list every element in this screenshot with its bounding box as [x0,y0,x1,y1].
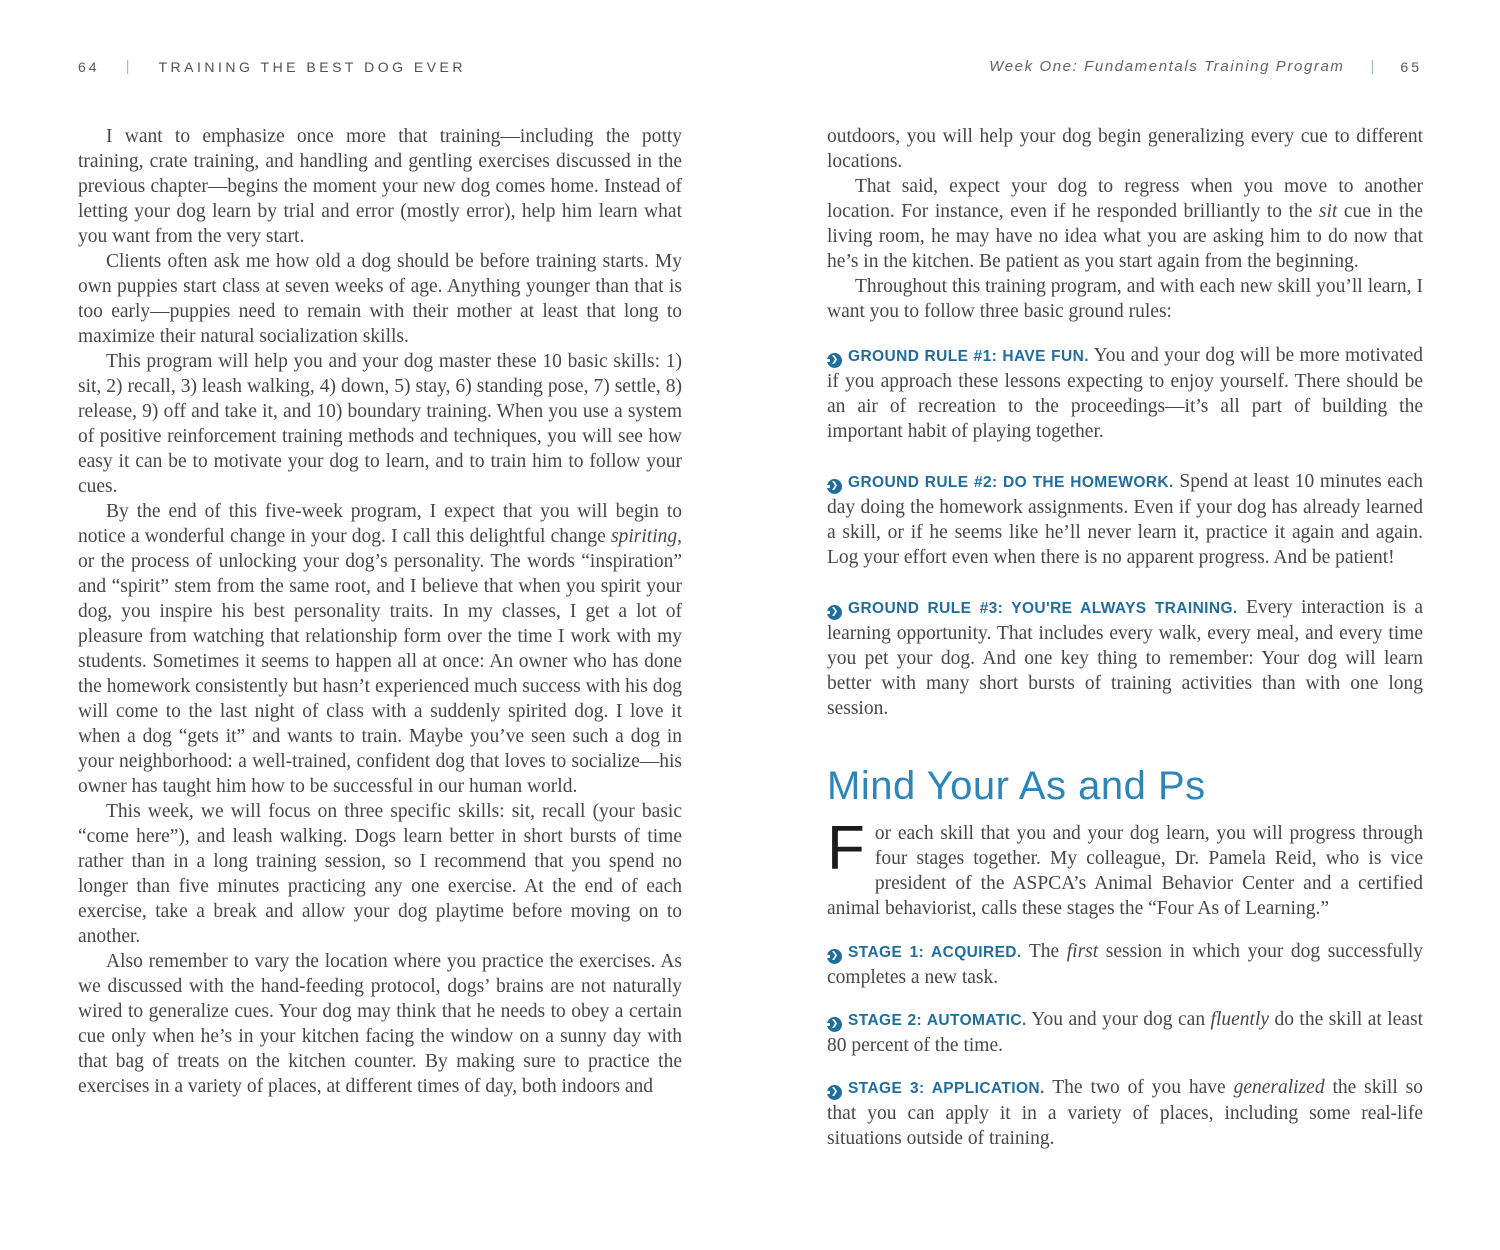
stage-text: The two of you have generalized the skill so that you can apply it in a variety of places, including some real-life situations outside of training. [827,1077,1423,1149]
section-heading: Mind Your As and Ps [827,764,1206,808]
right-page-column [827,124,1423,1168]
stage-label: STAGE 1: ACQUIRED. [848,944,1022,961]
ground-rule-text: You and your dog will be more motivated if you approach these lessons expecting to enjoy yourself. There should be an air of recreation to the proceedings—it’s all part of building the important habit of playing together. [827,345,1423,442]
ground-rule-item [827,343,1423,444]
arrow-bullet-icon: ❯ [827,949,842,964]
stage-item [827,939,1423,990]
stage-label: STAGE 2: AUTOMATIC. [848,1012,1027,1029]
ground-rule-label: GROUND RULE #1: HAVE FUN. [848,348,1089,365]
paragraph: That said, expect your dog to regress when you move to another location. For instance, even if he responded brilliantly to the sit cue in the living room, he may have no idea what you are asking him to do now that he’s in the kitchen. Be patient as you start again from the beginning. [827,176,1423,272]
page-number-left: 64 [78,58,100,75]
arrow-bullet-icon: ❯ [827,605,842,620]
paragraph: This program will help you and your dog master these 10 basic skills: 1) sit, 2) recall, 3) leash walking, 4) down, 5) stay, 6) standing pose, 7) settle, 8) release, 9) off and take it, and 10) boundary training. When you use a system of positive reinforcement training methods and techniques, you will see how easy it can be to motivate your dog to learn, and to train him to follow your cues. [78,351,682,497]
paragraph: Throughout this training program, and with each new skill you’ll learn, I want you to follow three basic ground rules: [827,276,1423,322]
chapter-title: Week One: Fundamentals Training Program [989,58,1345,75]
paragraph: Also remember to vary the location where you practice the exercises. As we discussed with the hand-feeding protocol, dogs’ brains are not naturally wired to generalize cues. Your dog may think that he needs to obey a certain cue only when he’s in your kitchen facing the window on a sunny day with that bag of treats on the kitchen counter. By making sure to practice the exercises in a variety of places, at different times of day, both indoors and [78,951,682,1097]
arrow-bullet-icon: ❯ [827,353,842,368]
ground-rules-list [827,343,1423,721]
stage-label: STAGE 3: APPLICATION. [848,1080,1045,1097]
running-head-right [989,58,1422,75]
stage-text: The first session in which your dog successfully completes a new task. [827,941,1424,988]
section-intro-paragraph [827,814,1423,921]
paragraph: outdoors, you will help your dog begin generalizing every cue to different locations. [827,126,1423,172]
ground-rule-text: Every interaction is a learning opportunity. That includes every walk, every meal, and every time you pet your dog. And one key thing to remember: Your dog will learn better with many short bursts of training activities than with one long session. [827,597,1424,719]
arrow-bullet-icon: ❯ [827,1017,842,1032]
header-divider: | [125,58,133,75]
header-divider: | [1370,58,1375,75]
drop-cap: F [827,814,865,883]
page-number-right: 65 [1400,58,1422,75]
stage-text: You and your dog can fluently do the skill at least 80 percent of the time. [827,1009,1423,1056]
stage-item [827,1075,1423,1151]
paragraph: This week, we will focus on three specific skills: sit, recall (your basic “come here”), and leash walking. Dogs learn better in short bursts of time rather than in a long training session, so I recommend that you spend no longer than five minutes practicing any one exercise. At the end of each exercise, take a break and allow your dog playtime before moving on to another. [78,801,682,947]
ground-rule-label: GROUND RULE #2: DO THE HOMEWORK. [848,474,1174,491]
arrow-bullet-icon: ❯ [827,479,842,494]
section-intro-text: or each skill that you and your dog learn, you will progress through four stages together. My colleague, Dr. Pamela Reid, who is vice president of the ASPCA’s Animal Behavior Center and a certified animal behaviorist, calls these stages the “Four As of Learning.” [827,823,1423,919]
paragraph: Clients often ask me how old a dog should be before training starts. My own puppies start class at seven weeks of age. Anything younger than that is too early—puppies need to remain with their mother at least that long to maximize their natural socialization skills. [78,251,682,347]
running-head-left [78,58,466,75]
ground-rule-item [827,469,1423,570]
paragraph: I want to emphasize once more that training—including the potty training, crate training, and handling and gentling exercises discussed in the previous chapter—begins the moment your new dog comes home. Instead of letting your dog learn by trial and error (mostly error), help him learn what you want from the very start. [78,126,682,247]
stage-item [827,1007,1423,1058]
paragraph: By the end of this five-week program, I expect that you will begin to notice a wonderful change in your dog. I call this delightful change spiriting, or the process of unlocking your dog’s personality. The words “inspiration” and “spirit” stem from the same root, and I believe that when you spirit your dog, you inspire his best personality traits. In my classes, I get a lot of pleasure from watching that relationship form over the time I work with my students. Sometimes it seems to happen all at once: An owner who has done the homework consistently but hasn’t experienced much success with his dog will come to the last night of class with a suddenly spirited dog. I love it when a dog “gets it” and wants to train. Maybe you’ve seen such a dog in your neighborhood: a well-trained, confident dog that loves to socialize—his owner has taught him how to be successful in our human world. [78,501,683,797]
left-page-column [78,124,682,1099]
ground-rule-text: Spend at least 10 minutes each day doing the homework assignments. Even if your dog has already learned a skill, or if he seems like he’ll never learn it, practice it again and again. Log your effort even when there is no apparent progress. And be patient! [827,471,1423,568]
ground-rule-label: GROUND RULE #3: YOU'RE ALWAYS TRAINING. [848,600,1238,617]
arrow-bullet-icon: ❯ [827,1085,842,1100]
ground-rule-item [827,595,1423,721]
stages-list [827,939,1423,1151]
book-title: TRAINING THE BEST DOG EVER [158,58,467,75]
